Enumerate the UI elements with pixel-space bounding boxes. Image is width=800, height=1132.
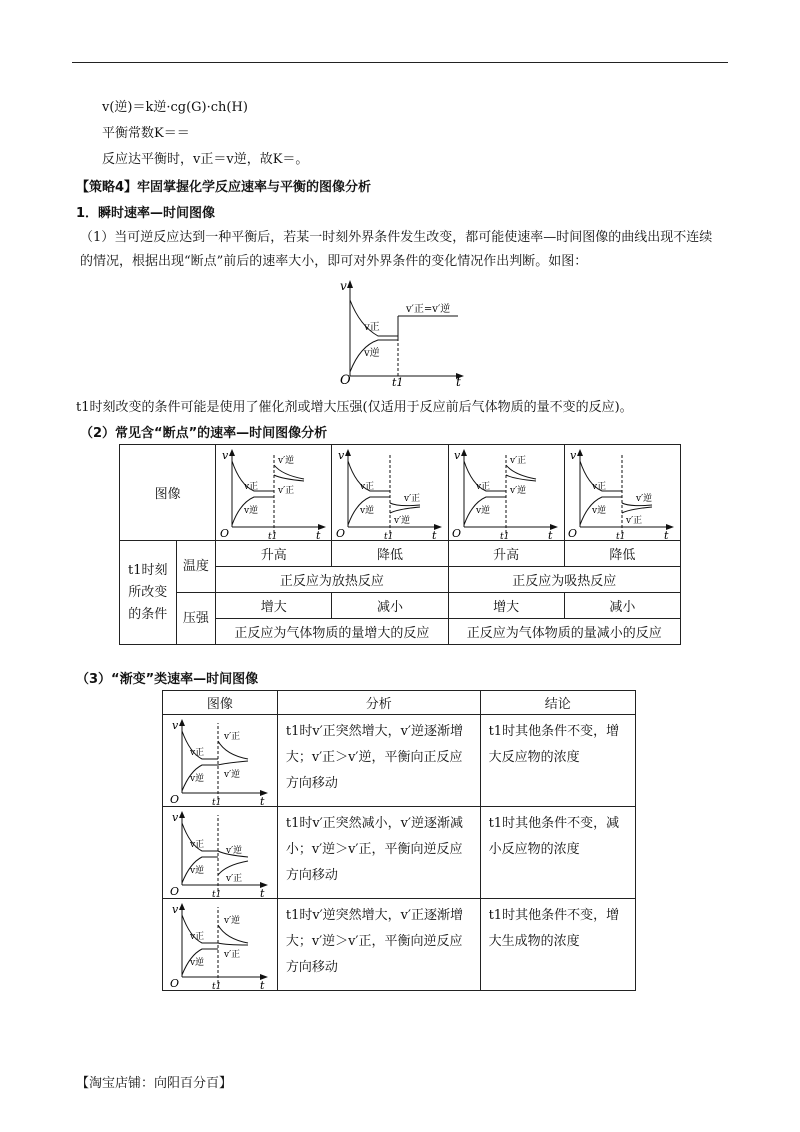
v-fwd-label: v正 — [364, 322, 380, 333]
svg-text:O: O — [568, 526, 578, 539]
t1-label: t1 — [392, 376, 404, 388]
svg-text:v′逆: v′逆 — [225, 845, 243, 856]
conclusion-row1: t1时其他条件不变，增大反应物的浓度 — [480, 715, 635, 807]
equilibrium-constant-line: 平衡常数K＝＝ — [102, 126, 190, 141]
svg-text:t: t — [259, 886, 265, 897]
section1-heading: 1．瞬时速率—时间图像 — [76, 206, 216, 221]
svg-text:t: t — [664, 528, 669, 539]
table-row — [163, 807, 636, 899]
svg-text:v逆: v逆 — [243, 505, 258, 516]
svg-text:v逆: v逆 — [359, 505, 375, 516]
graph-temp-down-endo — [566, 447, 678, 539]
break-point-table — [119, 444, 681, 645]
origin-label: O — [340, 373, 351, 388]
svg-text:t: t — [259, 794, 265, 805]
table-row — [163, 899, 636, 991]
svg-text:v逆: v逆 — [189, 865, 205, 876]
svg-text:v正: v正 — [243, 481, 258, 492]
svg-text:v逆: v逆 — [476, 505, 491, 516]
svg-text:O: O — [169, 884, 179, 897]
svg-text:v′逆: v′逆 — [393, 515, 411, 526]
svg-text:v: v — [171, 902, 179, 916]
graph-cell-3 — [448, 445, 564, 541]
graph-cell-2 — [332, 445, 448, 541]
rate-equation-line: v(逆)＝k逆·cg(G)·ch(H) — [102, 100, 248, 115]
svg-text:v逆: v逆 — [592, 505, 607, 516]
graph-temp-up-exo — [218, 447, 330, 539]
temp-note-1: 正反应为放热反应 — [216, 567, 448, 593]
svg-text:t1: t1 — [211, 889, 222, 897]
svg-text:v: v — [171, 718, 179, 732]
svg-text:t: t — [259, 978, 265, 989]
svg-text:v逆: v逆 — [189, 957, 205, 968]
temp-note-2: 正反应为吸热反应 — [448, 567, 680, 593]
svg-text:v: v — [337, 448, 345, 462]
svg-text:v′逆: v′逆 — [223, 915, 241, 926]
equilibrium-condition-line: 反应达平衡时，v正＝v逆，故K＝。 — [102, 152, 309, 167]
v-axis-arrow — [347, 280, 353, 288]
temp-change-4: 降低 — [564, 541, 680, 567]
svg-text:v′正: v′正 — [277, 485, 294, 496]
svg-text:v′正: v′正 — [225, 873, 243, 884]
pressure-label: 压强 — [176, 593, 216, 645]
graph-cell-row1 — [163, 715, 278, 807]
graph-increase-product — [168, 901, 272, 989]
graph-cell-1 — [216, 445, 332, 541]
svg-text:t1: t1 — [383, 531, 394, 539]
strategy-heading: 【策略4】牢固掌握化学反应速率与平衡的图像分析 — [76, 180, 372, 195]
section2-heading: （2）常见含“断点”的速率—时间图像分析 — [80, 426, 328, 441]
svg-text:v′正: v′正 — [626, 515, 643, 526]
graph-cell-row3 — [163, 899, 278, 991]
temp-change-3: 升高 — [448, 541, 564, 567]
image-row-label: 图像 — [120, 445, 216, 541]
graph-increase-reactant — [168, 717, 272, 805]
vp-equal-label: v′正=v′逆 — [406, 304, 451, 315]
condition-label: t1时刻所改变的条件 — [120, 541, 177, 645]
analysis-row1: t1时v′正突然增大，v′逆逐渐增大；v′正＞v′逆，平衡向正反应方向移动 — [277, 715, 480, 807]
section1-paragraph: （1）当可逆反应达到一种平衡后，若某一时刻外界条件发生改变，都可能使速率—时间图像的曲线出现不连续的情况，根据出现“断点”前后的速率大小，即可对外界条件的变化情况作出判断。如图： — [80, 230, 713, 269]
svg-text:O: O — [169, 792, 179, 805]
svg-text:v正: v正 — [189, 931, 205, 942]
graph-temp-up-endo — [450, 447, 562, 539]
svg-text:v: v — [454, 448, 461, 462]
svg-text:O: O — [335, 526, 345, 539]
svg-text:v正: v正 — [189, 839, 205, 850]
header-image: 图像 — [163, 691, 278, 715]
footer-text: 【淘宝店铺：向阳百分百】 — [76, 1076, 233, 1091]
svg-text:v′逆: v′逆 — [636, 493, 653, 504]
temp-change-1: 升高 — [216, 541, 332, 567]
pressure-note-1: 正反应为气体物质的量增大的反应 — [216, 619, 448, 645]
pressure-note-2: 正反应为气体物质的量减小的反应 — [448, 619, 680, 645]
svg-text:v: v — [570, 448, 577, 462]
svg-text:t: t — [548, 528, 553, 539]
analysis-row3: t1时v′逆突然增大，v′正逐渐增大；v′逆＞v′正，平衡向逆反应方向移动 — [277, 899, 480, 991]
temperature-label: 温度 — [176, 541, 216, 593]
svg-text:O: O — [452, 526, 462, 539]
svg-text:v正: v正 — [359, 481, 375, 492]
temp-change-2: 降低 — [332, 541, 448, 567]
svg-text:t1: t1 — [267, 531, 278, 539]
svg-text:v正: v正 — [592, 481, 607, 492]
pressure-change-4: 减小 — [564, 593, 680, 619]
svg-text:v逆: v逆 — [189, 773, 205, 784]
svg-text:t1: t1 — [211, 797, 222, 805]
svg-text:v′逆: v′逆 — [510, 485, 527, 496]
svg-text:O: O — [219, 526, 229, 539]
svg-text:v: v — [221, 448, 228, 462]
figure1-caption: t1时刻改变的条件可能是使用了催化剂或增大压强(仅适用于反应前后气体物质的量不变的反应)。 — [76, 400, 633, 415]
graph-temp-down-exo — [334, 447, 446, 539]
header-analysis: 分析 — [277, 691, 480, 715]
v-axis-label: v — [340, 279, 347, 293]
table-row — [163, 715, 636, 807]
svg-text:v: v — [171, 810, 179, 824]
svg-text:t1: t1 — [211, 981, 222, 989]
svg-text:v′正: v′正 — [223, 949, 241, 960]
svg-text:v′正: v′正 — [403, 493, 421, 504]
conclusion-row2: t1时其他条件不变，减小反应物的浓度 — [480, 807, 635, 899]
svg-text:v正: v正 — [189, 747, 205, 758]
analysis-row2: t1时v′正突然减小，v′逆逐渐减小；v′逆＞v′正，平衡向逆反应方向移动 — [277, 807, 480, 899]
svg-text:v′逆: v′逆 — [277, 455, 294, 466]
header-conclusion: 结论 — [480, 691, 635, 715]
svg-text:v′正: v′正 — [223, 731, 241, 742]
svg-text:t: t — [315, 528, 321, 539]
svg-text:v′逆: v′逆 — [223, 769, 241, 780]
conclusion-row3: t1时其他条件不变，增大生成物的浓度 — [480, 899, 635, 991]
v-rev-label: v逆 — [364, 348, 380, 359]
svg-text:v正: v正 — [476, 481, 491, 492]
instant-rate-figure — [330, 278, 470, 388]
pressure-change-3: 增大 — [448, 593, 564, 619]
svg-text:O: O — [169, 976, 179, 989]
graph-decrease-reactant — [168, 809, 272, 897]
pressure-change-1: 增大 — [216, 593, 332, 619]
section3-heading: （3）“渐变”类速率—时间图像 — [76, 672, 259, 687]
pressure-change-2: 减小 — [332, 593, 448, 619]
svg-text:t1: t1 — [616, 531, 626, 539]
header-rule — [72, 62, 728, 63]
gradual-change-table — [162, 690, 636, 991]
svg-text:t1: t1 — [500, 531, 510, 539]
svg-text:t: t — [431, 528, 437, 539]
graph-cell-4 — [564, 445, 680, 541]
svg-text:v′正: v′正 — [510, 455, 527, 466]
t-axis-label: t — [456, 375, 461, 388]
graph-cell-row2 — [163, 807, 278, 899]
